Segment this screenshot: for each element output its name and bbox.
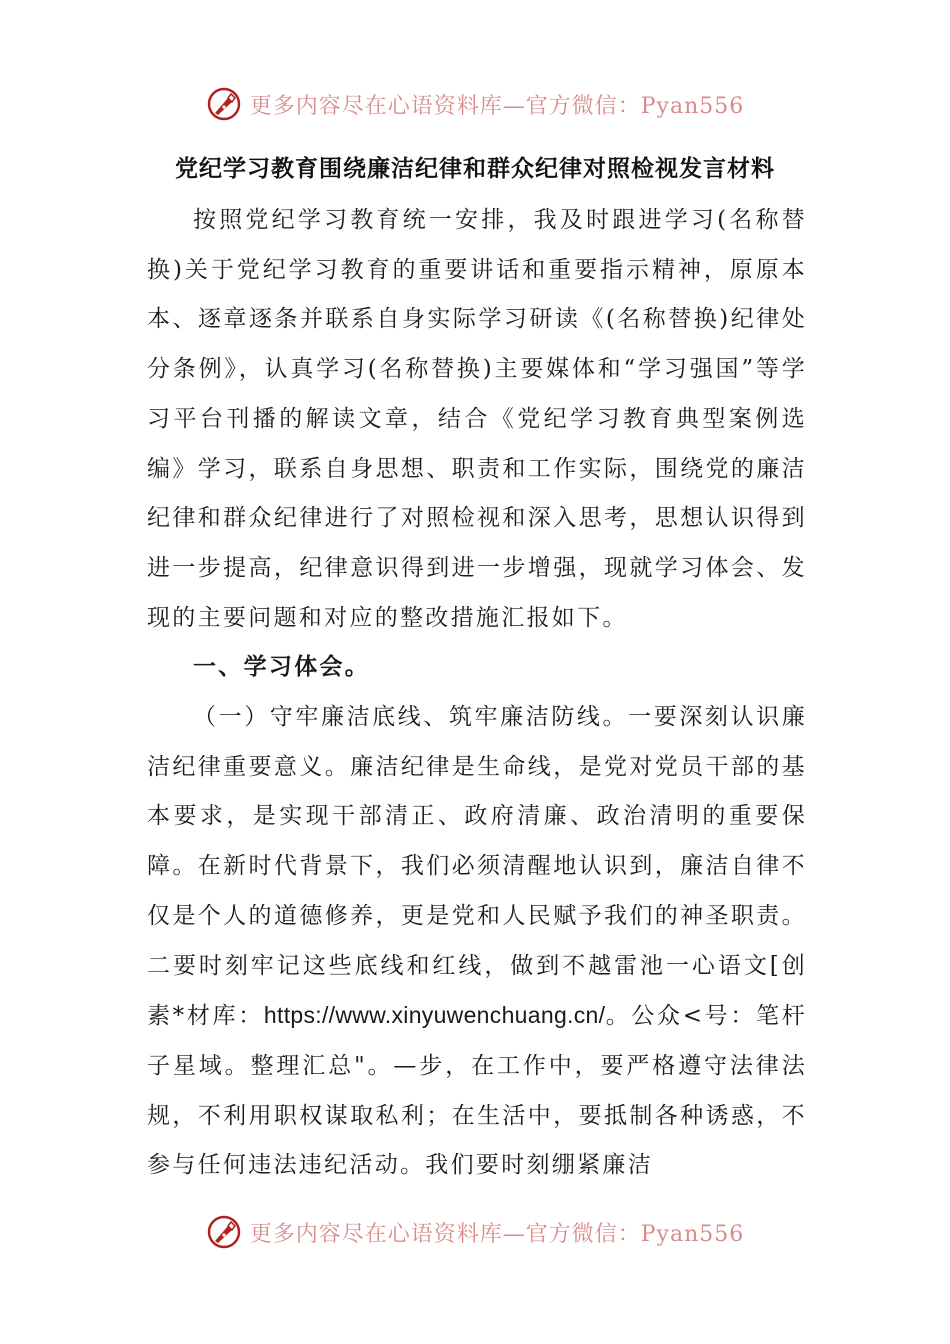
document-body	[147, 196, 807, 1191]
subsection-text-part-2: 。公众<号：笔杆子星域。整理汇总"。—步，在工作中，要严格遵守法律法规，不利用职权谋取私利；在生活中，要抵制各种诱惑，不参与任何违法违纪活动。我们要时刻绷紧廉洁	[147, 1003, 808, 1179]
section-heading-1: 一、学习体会。	[193, 654, 371, 681]
watermark-banner-top	[0, 84, 950, 124]
intro-paragraph: 按照党纪学习教育统一安排，我及时跟进学习(名称替换)关于党纪学习教育的重要讲话和重要指示精神，原原本本、逐章逐条并联系自身实际学习研读《(名称替换)纪律处分条例》，认真学习(名称替换)主要媒体和“学习强国”等学习平台刊播的解读文章，结合《党纪学习教育典型案例选编》学习，联系自身思想、职责和工作实际，围绕党的廉洁纪律和群众纪律进行了对照检视和深入思考，思想认识得到进一步提高，纪律意识得到进一步增强，现就学习体会、发现的主要问题和对应的整改措施汇报如下。	[147, 207, 807, 631]
document-title: 党纪学习教育围绕廉洁纪律和群众纪律对照检视发言材料	[175, 156, 775, 182]
pen-nib-logo-icon	[206, 1214, 242, 1250]
watermark-text: 更多内容尽在心语资料库—官方微信：Pyan556	[249, 1221, 745, 1247]
pen-nib-logo-icon	[206, 86, 242, 122]
source-url: https://www.xinyuwenchuang.cn/	[263, 1002, 606, 1029]
watermark-banner-bottom	[0, 1212, 950, 1252]
subsection-paragraph-1	[147, 693, 807, 1191]
watermark-text: 更多内容尽在心语资料库—官方微信：Pyan556	[249, 93, 745, 119]
subsection-text-part-1: （一）守牢廉洁底线、筑牢廉洁防线。一要深刻认识廉洁纪律重要意义。廉洁纪律是生命线，是党对党员干部的基本要求，是实现干部清正、政府清廉、政治清明的重要保障。在新时代背景下，我们必须清醒地认识到，廉洁自律不仅是个人的道德修养，更是党和人民赋予我们的神圣职责。二要时刻牢记这些底线和红线，做到不越雷池一心语文[创素*材库：	[147, 704, 807, 1030]
